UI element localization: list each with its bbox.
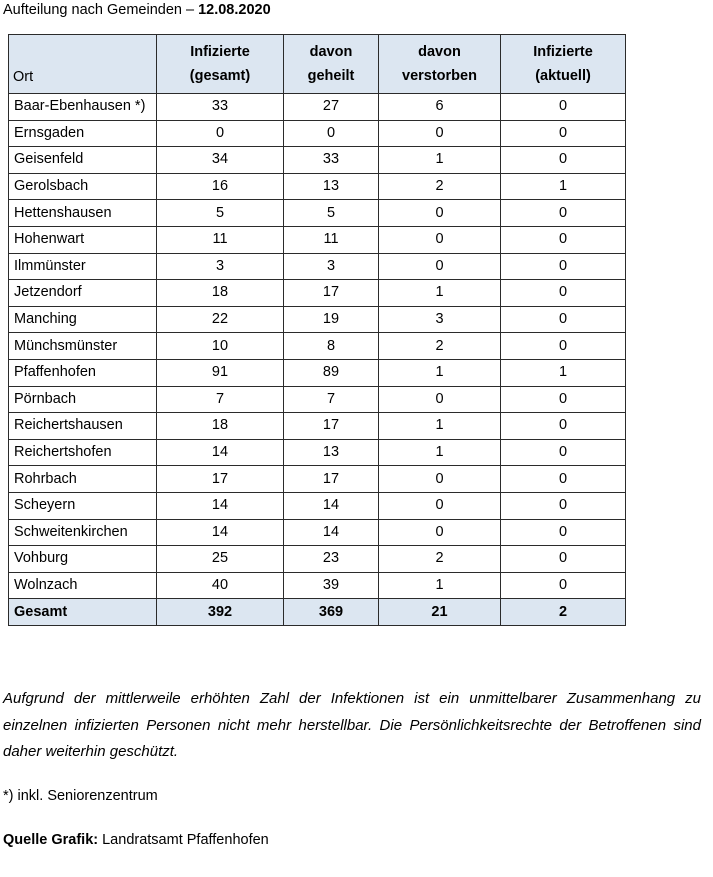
table-row: [9, 546, 626, 573]
cell-gesamt: 14: [157, 492, 284, 519]
cell-aktuell: 1: [501, 359, 626, 386]
cell-verstorben: 2: [379, 333, 501, 360]
cell-ort: Wolnzach: [9, 572, 157, 599]
cell-gesamt: 22: [157, 306, 284, 333]
cell-verstorben: 0: [379, 492, 501, 519]
cell-gesamt: 7: [157, 386, 284, 413]
cell-ort: Schweitenkirchen: [9, 519, 157, 546]
cell-ort: Hettenshausen: [9, 200, 157, 227]
privacy-note: Aufgrund der mittlerweile erhöhten Zahl der Infektionen ist ein unmittelbarer Zusammenhang zu einzelnen infizierten Personen nicht mehr herstellbar. Die Persönlichkeitsrechte der Betroffenen sind daher weiterhin geschützt.: [3, 690, 701, 760]
cell-gesamt: 25: [157, 546, 284, 573]
cell-geheilt: 0: [284, 120, 379, 147]
cell-gesamt: 14: [157, 519, 284, 546]
cell-gesamt: 0: [157, 120, 284, 147]
cell-aktuell: 0: [501, 333, 626, 360]
cell-aktuell: 0: [501, 413, 626, 440]
table-row: [9, 280, 626, 307]
cell-aktuell: 1: [501, 173, 626, 200]
table-row: [9, 466, 626, 493]
total-geheilt: 369: [284, 599, 379, 626]
cell-geheilt: 89: [284, 359, 379, 386]
total-gesamt: 392: [157, 599, 284, 626]
cell-gesamt: 40: [157, 572, 284, 599]
cell-geheilt: 23: [284, 546, 379, 573]
cell-ort: Ernsgaden: [9, 120, 157, 147]
source-value: Landratsamt Pfaffenhofen: [98, 832, 269, 848]
cell-aktuell: 0: [501, 200, 626, 227]
cell-verstorben: 1: [379, 413, 501, 440]
cell-verstorben: 6: [379, 94, 501, 121]
cell-geheilt: 14: [284, 519, 379, 546]
heading-text: Aufteilung nach Gemeinden –: [3, 2, 199, 18]
header-geheilt: davon geheilt: [284, 35, 379, 94]
cell-ort: Reichertshofen: [9, 439, 157, 466]
cell-verstorben: 1: [379, 280, 501, 307]
table-total-row: [9, 599, 626, 626]
table-row: [9, 306, 626, 333]
cell-aktuell: 0: [501, 147, 626, 174]
cell-aktuell: 0: [501, 94, 626, 121]
cell-gesamt: 14: [157, 439, 284, 466]
table-header-row: [9, 35, 626, 94]
cell-geheilt: 5: [284, 200, 379, 227]
cell-aktuell: 0: [501, 386, 626, 413]
cell-gesamt: 16: [157, 173, 284, 200]
heading-date: 12.08.2020: [198, 2, 271, 18]
cell-ort: Hohenwart: [9, 226, 157, 253]
cell-ort: Baar-Ebenhausen *): [9, 94, 157, 121]
cell-verstorben: 0: [379, 466, 501, 493]
table-row: [9, 147, 626, 174]
cell-ort: Pfaffenhofen: [9, 359, 157, 386]
table-row: [9, 120, 626, 147]
cell-ort: Scheyern: [9, 492, 157, 519]
cell-geheilt: 19: [284, 306, 379, 333]
table-row: [9, 253, 626, 280]
cell-ort: Manching: [9, 306, 157, 333]
cell-verstorben: 0: [379, 386, 501, 413]
cell-aktuell: 0: [501, 466, 626, 493]
cell-aktuell: 0: [501, 226, 626, 253]
cell-aktuell: 0: [501, 492, 626, 519]
cell-ort: Ilmmünster: [9, 253, 157, 280]
cell-gesamt: 10: [157, 333, 284, 360]
table-row: [9, 439, 626, 466]
cell-gesamt: 17: [157, 466, 284, 493]
cell-verstorben: 0: [379, 253, 501, 280]
cell-aktuell: 0: [501, 572, 626, 599]
cell-verstorben: 1: [379, 147, 501, 174]
cell-gesamt: 3: [157, 253, 284, 280]
cell-geheilt: 8: [284, 333, 379, 360]
cell-gesamt: 33: [157, 94, 284, 121]
total-verstorben: 21: [379, 599, 501, 626]
header-infizierte-aktuell: Infizierte (aktuell): [501, 35, 626, 94]
cell-geheilt: 39: [284, 572, 379, 599]
cell-geheilt: 7: [284, 386, 379, 413]
cell-aktuell: 0: [501, 546, 626, 573]
cell-verstorben: 0: [379, 200, 501, 227]
cell-aktuell: 0: [501, 253, 626, 280]
table-row: [9, 386, 626, 413]
table-row: [9, 413, 626, 440]
table-row: [9, 519, 626, 546]
table-row: [9, 94, 626, 121]
header-infizierte-gesamt: Infizierte (gesamt): [157, 35, 284, 94]
cell-aktuell: 0: [501, 519, 626, 546]
table-body: [9, 94, 626, 599]
source-label: Quelle Grafik:: [3, 832, 99, 848]
table-row: [9, 492, 626, 519]
header-ort: Ort: [9, 35, 157, 94]
cell-verstorben: 2: [379, 173, 501, 200]
cell-ort: Jetzendorf: [9, 280, 157, 307]
cell-gesamt: 5: [157, 200, 284, 227]
cell-gesamt: 18: [157, 413, 284, 440]
cell-ort: Gerolsbach: [9, 173, 157, 200]
table-row: [9, 173, 626, 200]
cell-ort: Rohrbach: [9, 466, 157, 493]
page-heading: [3, 1, 271, 19]
cell-verstorben: 1: [379, 439, 501, 466]
cell-ort: Geisenfeld: [9, 147, 157, 174]
cell-geheilt: 33: [284, 147, 379, 174]
cell-geheilt: 27: [284, 94, 379, 121]
table-row: [9, 226, 626, 253]
cell-verstorben: 1: [379, 359, 501, 386]
cell-geheilt: 3: [284, 253, 379, 280]
source-line: [3, 830, 269, 850]
table-row: [9, 572, 626, 599]
cell-aktuell: 0: [501, 439, 626, 466]
table-row: [9, 359, 626, 386]
cell-aktuell: 0: [501, 280, 626, 307]
header-verstorben: davon verstorben: [379, 35, 501, 94]
cell-verstorben: 0: [379, 226, 501, 253]
cell-geheilt: 14: [284, 492, 379, 519]
municipality-table: [8, 34, 626, 626]
cell-ort: Vohburg: [9, 546, 157, 573]
cell-aktuell: 0: [501, 120, 626, 147]
cell-geheilt: 13: [284, 173, 379, 200]
total-aktuell: 2: [501, 599, 626, 626]
cell-geheilt: 17: [284, 280, 379, 307]
total-label: Gesamt: [9, 599, 157, 626]
cell-geheilt: 13: [284, 439, 379, 466]
cell-gesamt: 18: [157, 280, 284, 307]
cell-ort: Reichertshausen: [9, 413, 157, 440]
cell-verstorben: 0: [379, 120, 501, 147]
cell-gesamt: 91: [157, 359, 284, 386]
cell-geheilt: 17: [284, 413, 379, 440]
cell-gesamt: 34: [157, 147, 284, 174]
cell-verstorben: 3: [379, 306, 501, 333]
cell-verstorben: 0: [379, 519, 501, 546]
cell-geheilt: 17: [284, 466, 379, 493]
table-row: [9, 333, 626, 360]
cell-geheilt: 11: [284, 226, 379, 253]
cell-verstorben: 2: [379, 546, 501, 573]
cell-aktuell: 0: [501, 306, 626, 333]
table-row: [9, 200, 626, 227]
footnote: *) inkl. Seniorenzentrum: [3, 788, 158, 804]
cell-verstorben: 1: [379, 572, 501, 599]
cell-ort: Pörnbach: [9, 386, 157, 413]
cell-ort: Münchsmünster: [9, 333, 157, 360]
cell-gesamt: 11: [157, 226, 284, 253]
